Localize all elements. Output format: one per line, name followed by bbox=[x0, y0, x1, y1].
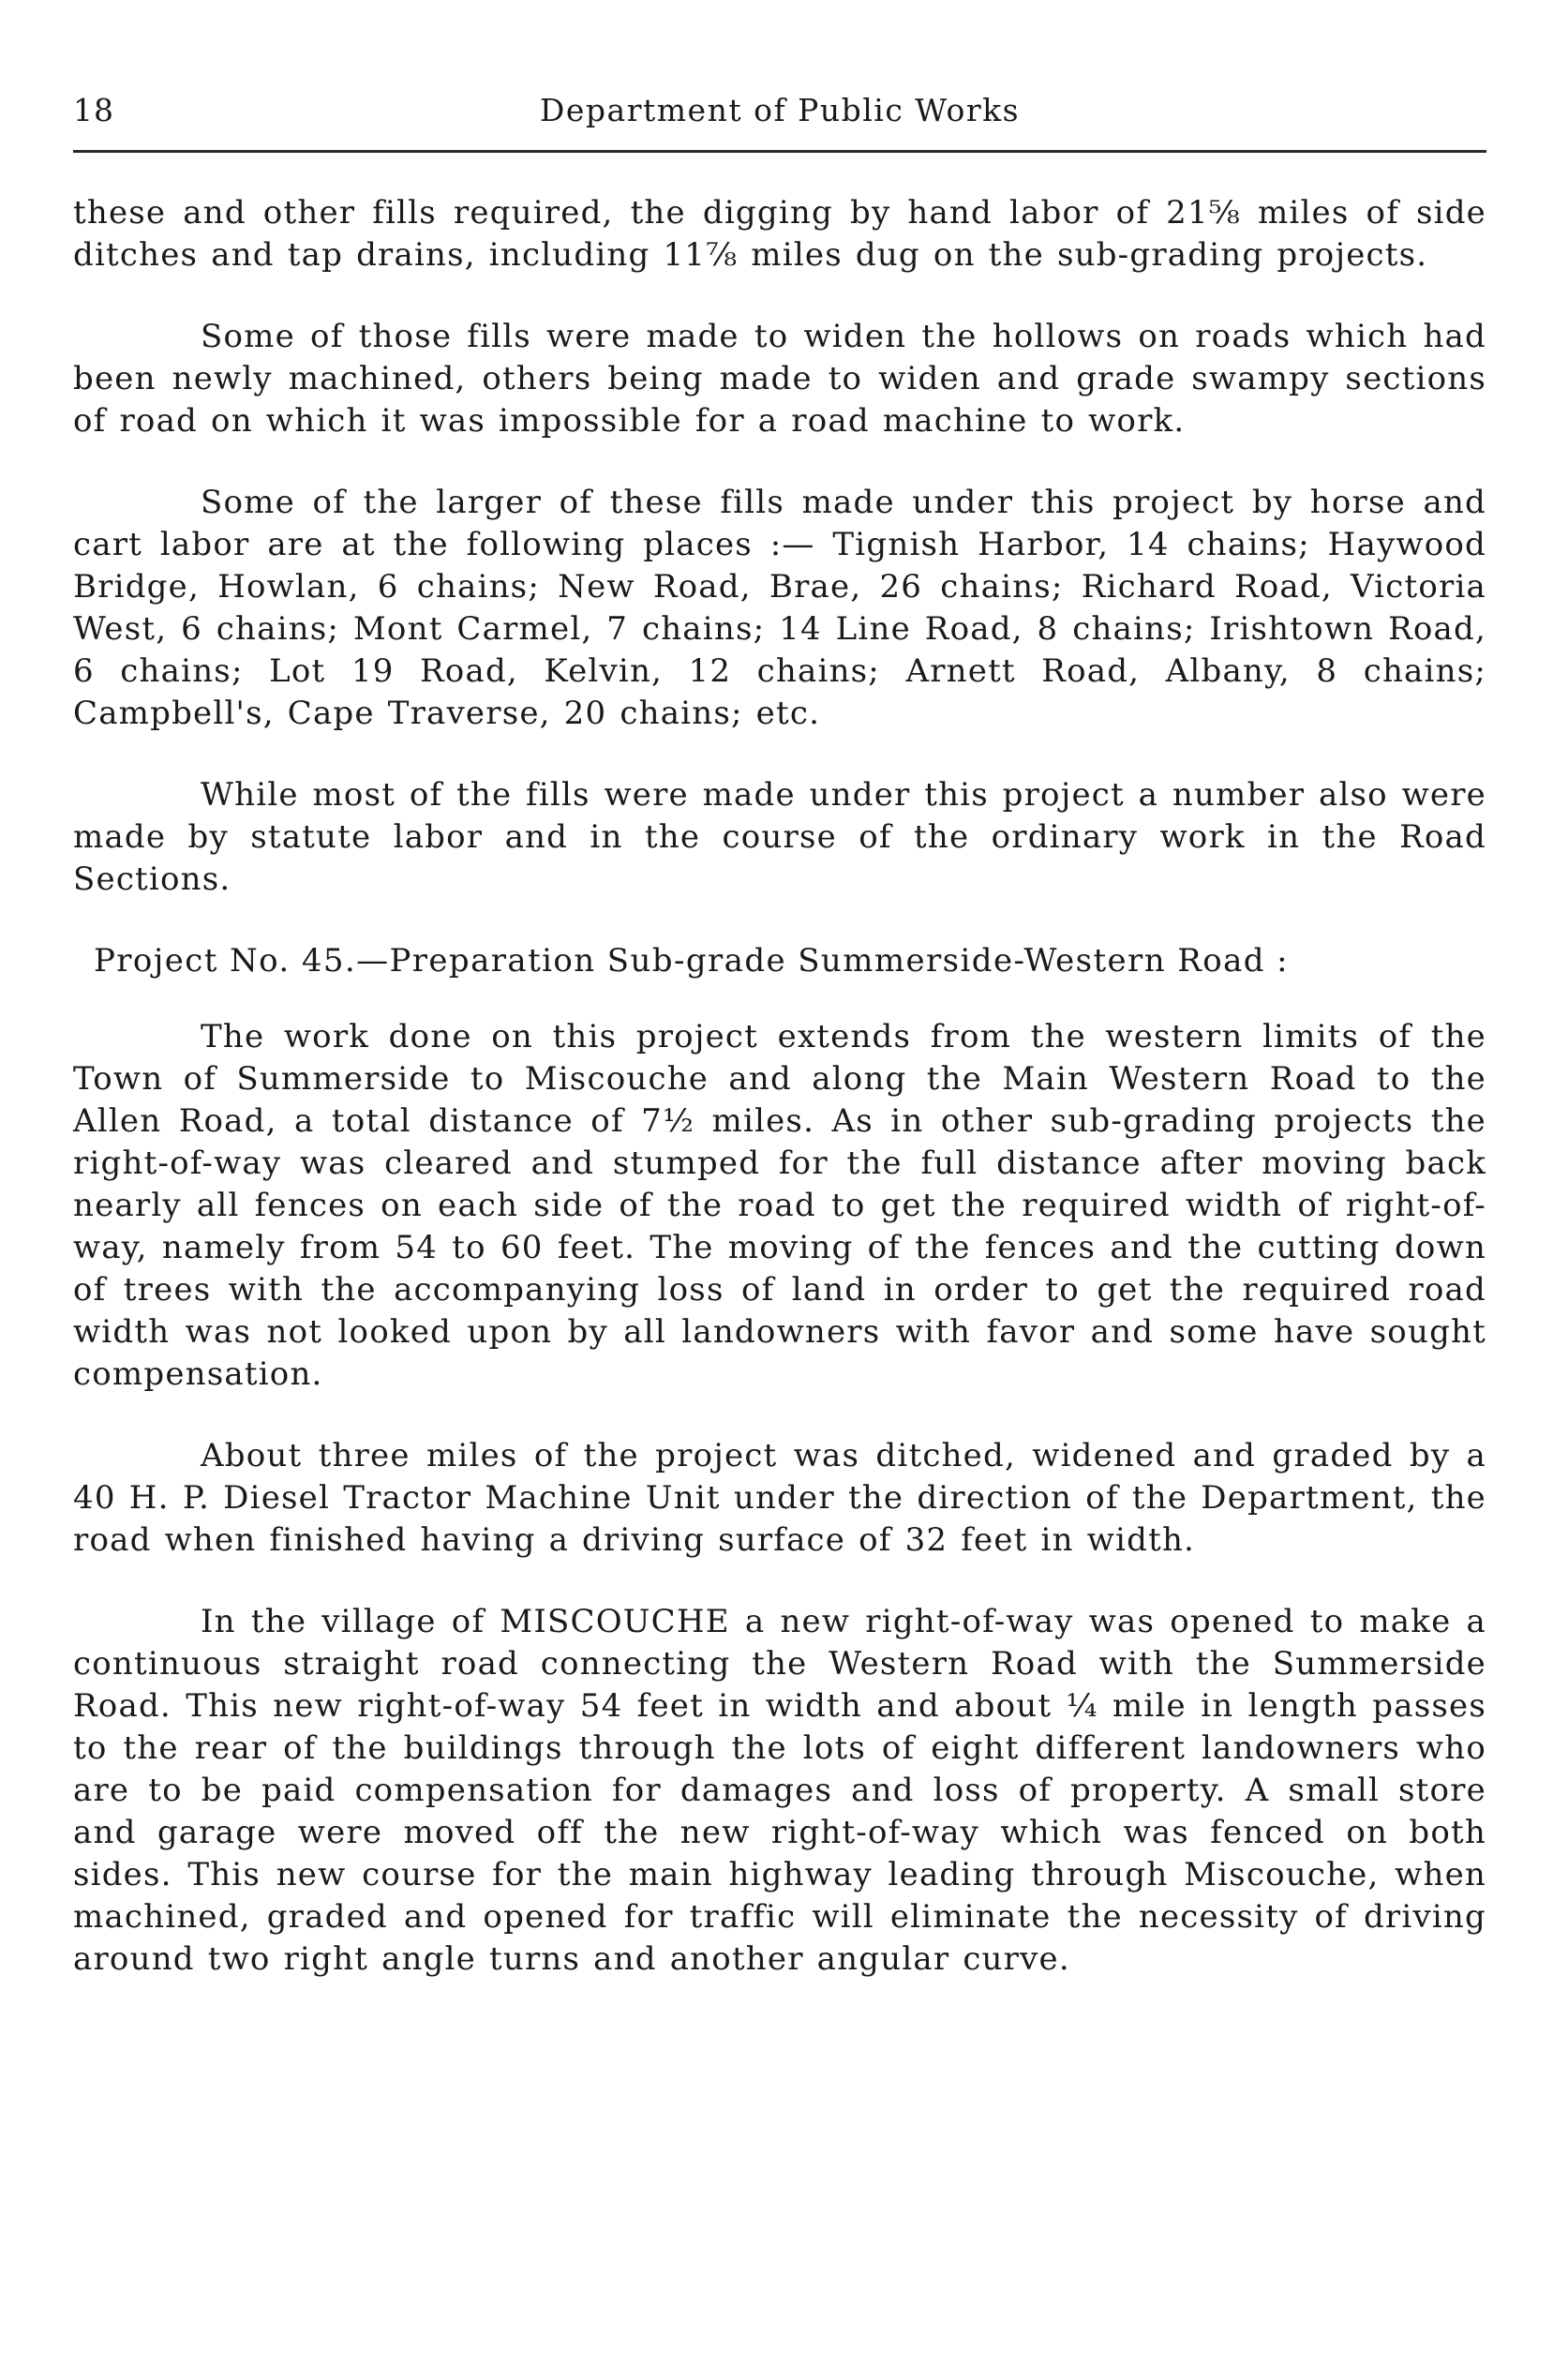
paragraph-fill-locations: Some of the larger of these fills made under this project by horse and cart labor are at the following places :— Tignish Harbor, 14 chains; Haywood Bridge, Howlan, 6 chains; New Road, Brae, 26 chains; Richard Road, Victoria West, 6 chains; Mont Carmel, 7 chains; 14 Line Road, 8 chains; Irishtown Road, 6 chains; Lot 19 Road, Kelvin, 12 chains; Arnett Road, Albany, 8 chains; Campbell's, Cape Traverse, 20 chains; etc. bbox=[73, 484, 1486, 732]
paragraph-statute-labor: While most of the fills were made under this project a number also were made by statute labor and in the course of the ordinary work in the Road Sections. bbox=[73, 776, 1486, 898]
paragraph-fills-widening: Some of those fills were made to widen the hollows on roads which had been newly machined, others being made to widen and grade swampy sections of road on which it was impossible for a road machine to work. bbox=[73, 318, 1486, 440]
paragraph-project-extent: The work done on this project extends from the western limits of the Town of Summerside to Miscouche and along the Main Western Road to the Allen Road, a total distance of 7½ miles. As in other sub-grading projects the right-of-way was cleared and stumped for the full distance after moving back nearly all fences on each side of the road to get the required width of right-of-way, namely from 54 to 60 feet. The moving of the fences and the cutting down of trees with the accompanying loss of land in order to get the required road width was not looked upon by all landowners with favor and some have sought compensation. bbox=[73, 1018, 1486, 1393]
paragraph-diesel-unit: About three miles of the project was ditched, widened and graded by a 40 H. P. Diesel Tractor Machine Unit under the direction of the Department, the road when finished having a driving surface of 32 feet in width. bbox=[73, 1437, 1486, 1559]
running-header bbox=[73, 92, 1486, 153]
document-page bbox=[73, 92, 1486, 1981]
body-text bbox=[73, 192, 1486, 1981]
project-heading: Project No. 45.—Preparation Sub-grade Summerside-Western Road : bbox=[94, 942, 1289, 980]
paragraph-continuation: these and other fills required, the digging by hand labor of 21⅝ miles of side ditches and tap drains, including 11⅞ miles dug on the sub-grading projects. bbox=[73, 194, 1486, 274]
paragraph-miscouche: In the village of MISCOUCHE a new right-of-way was opened to make a continuous straight road connecting the Western Road with the Summerside Road. This new right-of-way 54 feet in width and about ¼ mile in length passes to the rear of the buildings through the lots of eight different landowners who are to be paid compensation for damages and loss of property. A small store and garage were moved off the new right-of-way which was fenced on both sides. This new course for the main highway leading through Miscouche, when machined, graded and opened for traffic will eliminate the necessity of driving around two right angle turns and another angular curve. bbox=[73, 1603, 1486, 1978]
running-title: Department of Public Works bbox=[539, 92, 1021, 128]
page-number: 18 bbox=[73, 92, 114, 128]
